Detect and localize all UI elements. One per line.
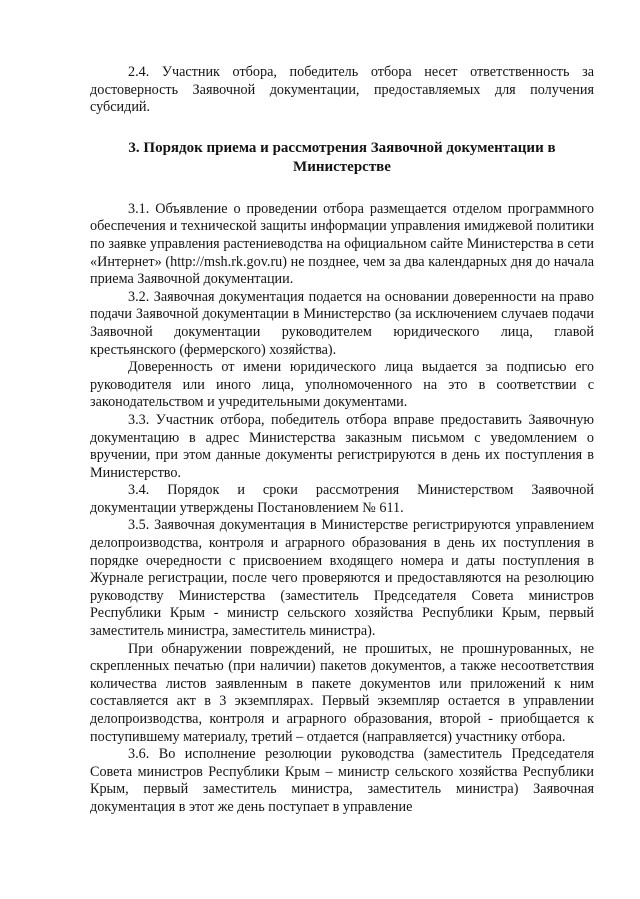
paragraph-power-of-attorney: Доверенность от имени юридического лица выдается за подписью его руководителя или иного лица, уполномоченного на это в соответствии с законодательством и учредительными документами. bbox=[90, 359, 594, 411]
paragraph-3-5: 3.5. Заявочная документация в Министерстве регистрируются управлением делопроизводства, контроля и аграрного образования в день их поступления в порядке очередности с присвоением входящего номера и даты поступления в Журнале регистрации, после чего проверяются и предоставляются на резолюцию руководству Министерства (заместитель Председателя Совета министров Республики Крым - министр сельского хозяйства Республики Крым, первый заместитель министра, заместитель министра). bbox=[90, 517, 594, 640]
paragraph-3-4: 3.4. Порядок и сроки рассмотрения Министерством Заявочной документации утверждены Постановлением № 611. bbox=[90, 482, 594, 516]
paragraph-3-3: 3.3. Участник отбора, победитель отбора вправе предоставить Заявочную документацию в адрес Министерства заказным письмом с уведомлением о вручении, при этом данные документы регистрируются в день их поступления в Министерство. bbox=[90, 411, 594, 481]
paragraph-3-2: 3.2. Заявочная документация подается на основании доверенности на право подачи Заявочной документации в Министерство (за исключением случаев подачи Заявочной документации руководителем юридического лица, главой крестьянского (фермерского) хозяйства). bbox=[90, 288, 594, 358]
paragraph-3-6: 3.6. Во исполнение резолюции руководства (заместитель Председателя Совета министров Республики Крым – министр сельского хозяйства Республики Крым, первый заместитель министра, заместитель министра) Заявочная документация в этот же день поступает в управление bbox=[90, 746, 594, 815]
paragraph-3-1: 3.1. Объявление о проведении отбора размещается отделом программного обеспечения и технической защиты информации управления имиджевой политики по заявке управления растениеводства на официальном сайте Министерства в сети «Интернет» (http://msh.rk.gov.ru) не позднее, чем за два календарных дня до начала приема Заявочной документации. bbox=[90, 200, 594, 288]
paragraph-damage-act: При обнаружении повреждений, не прошитых, не прошнурованных, не скрепленных печатью (при наличии) пакетов документов, а также несоответствия количества листов заявленным в пакете документов или приложений к ним составляется акт в 3 экземплярах. Первый экземпляр остается в управлении делопроизводства, контроля и аграрного образования, второй - приобщается к поступившему материалу, третий – отдается (направляется) участнику отбора. bbox=[90, 640, 594, 745]
section-heading: 3. Порядок приема и рассмотрения Заявочной документации в Министерстве bbox=[128, 139, 556, 175]
paragraph-2-4: 2.4. Участник отбора, победитель отбора несет ответственность за достоверность Заявочной документации, предоставляемых для получения субсидий. bbox=[90, 64, 594, 116]
